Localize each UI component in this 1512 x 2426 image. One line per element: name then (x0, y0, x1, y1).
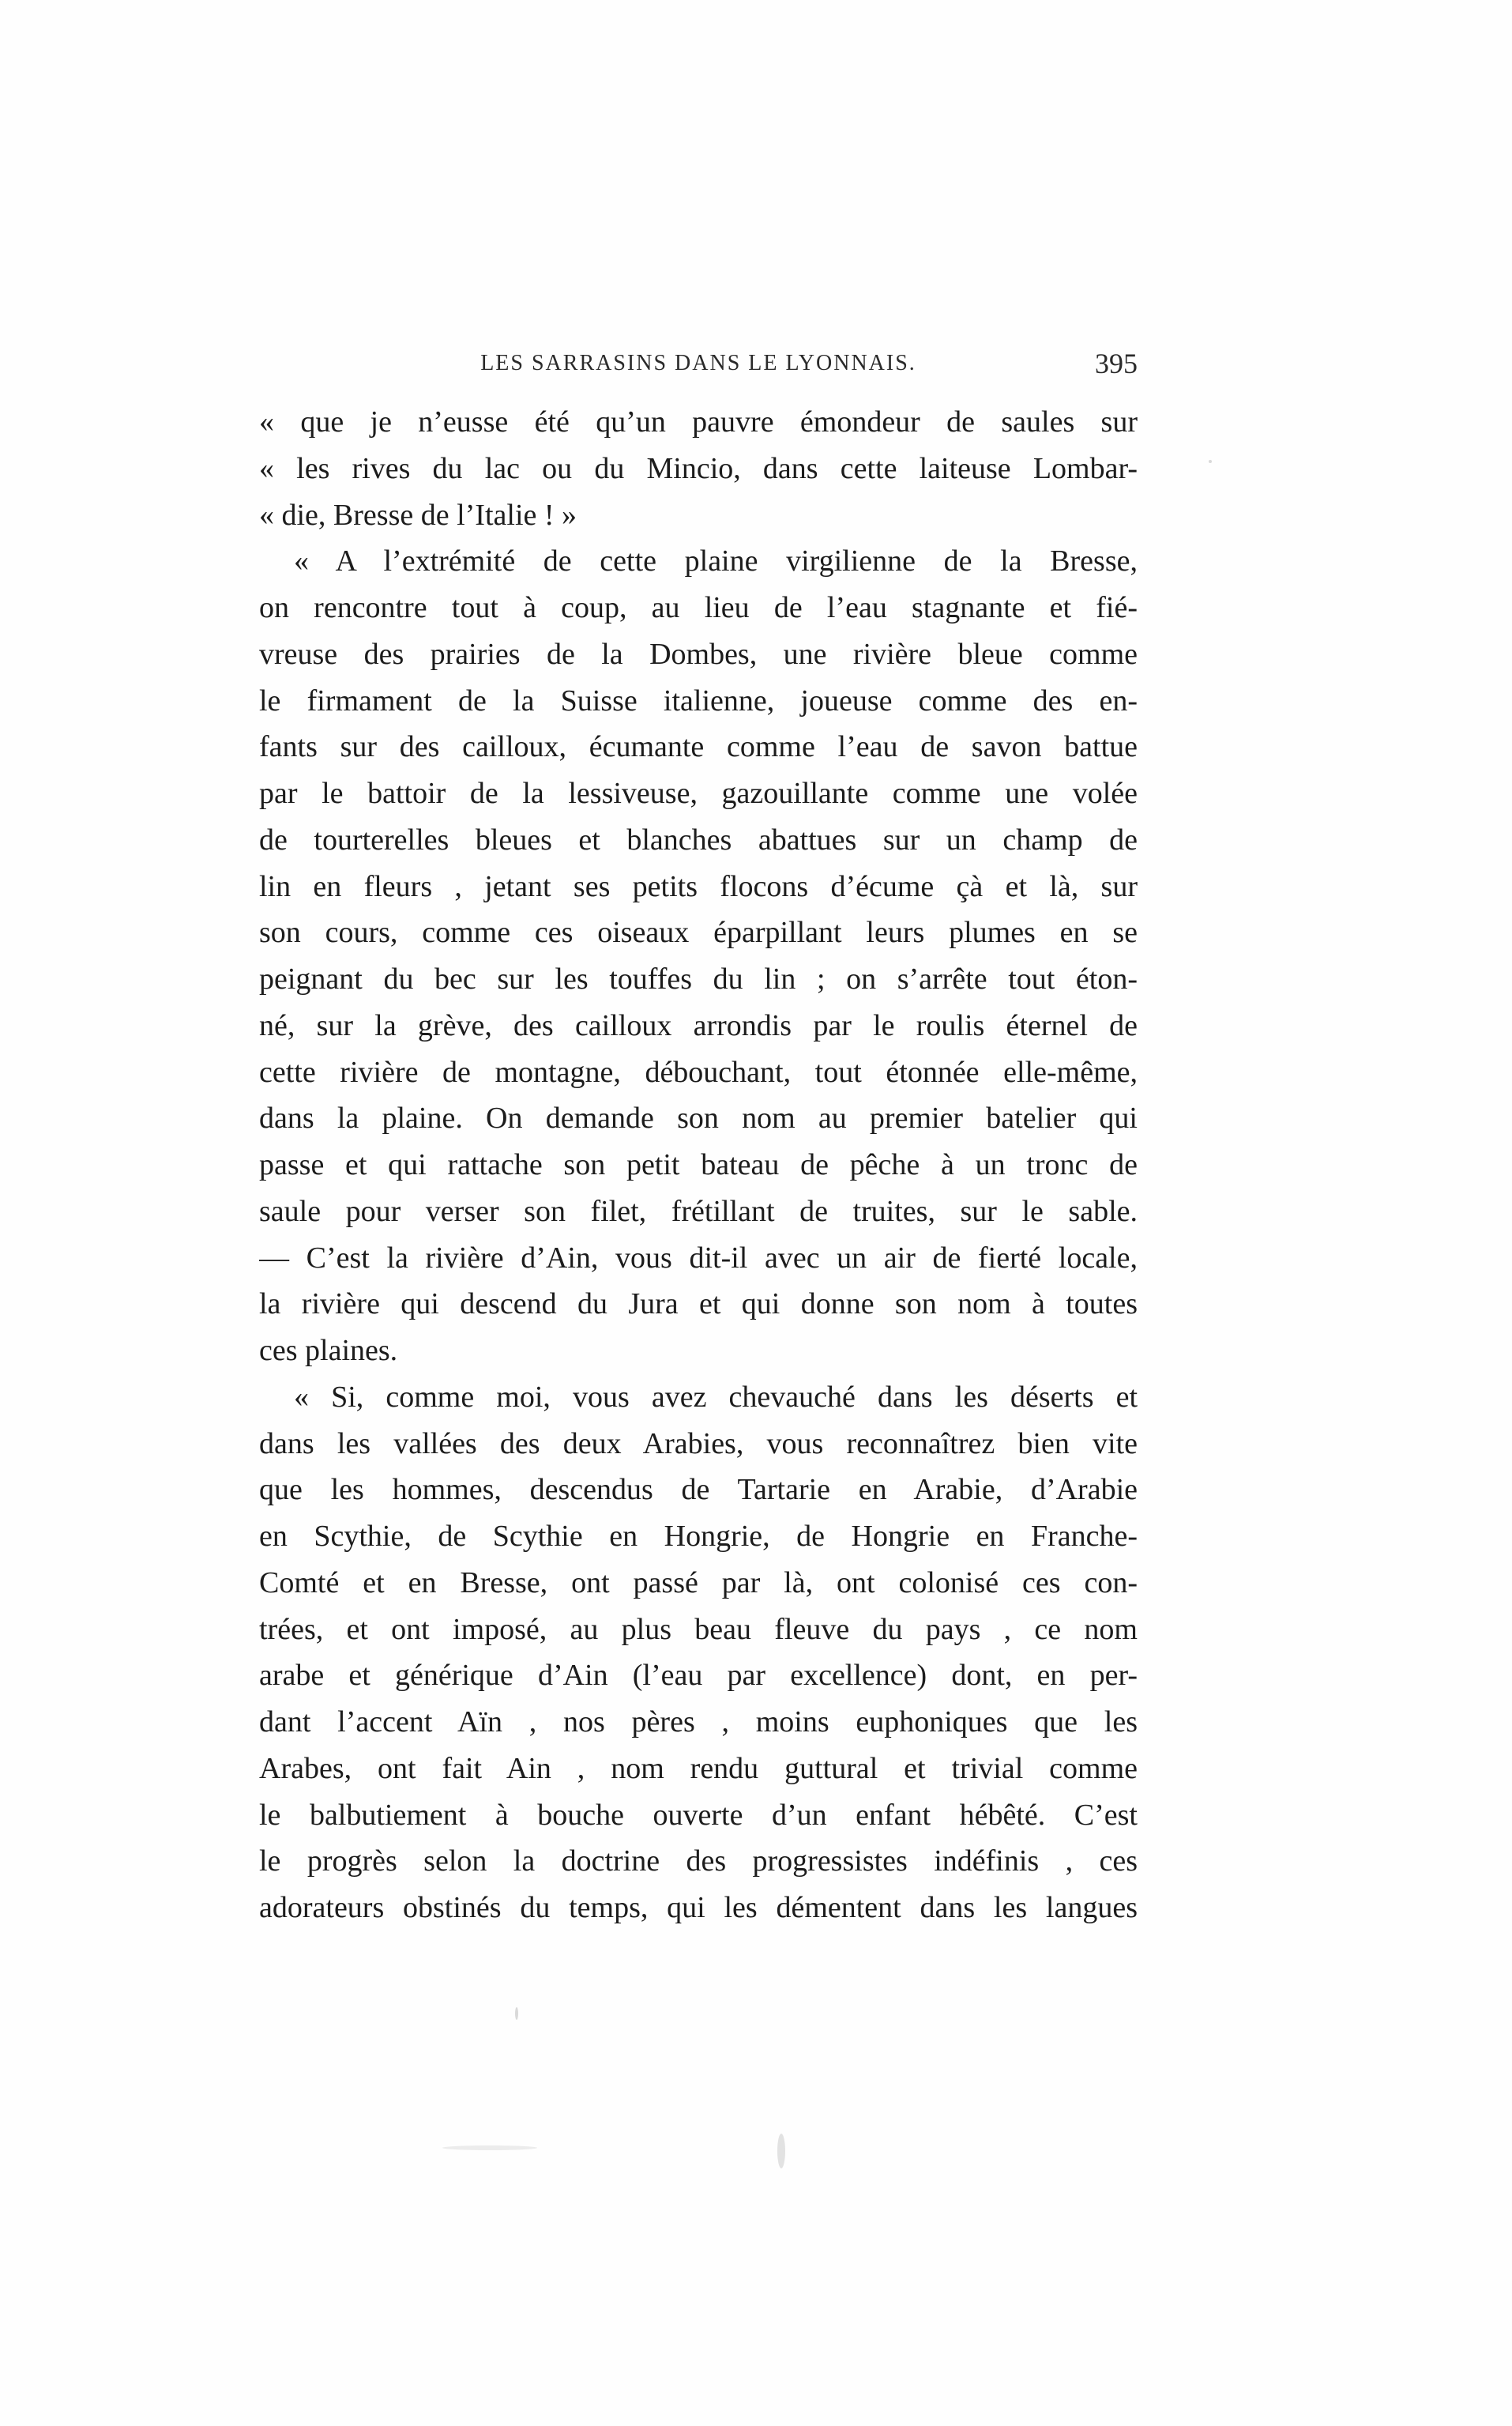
text-line: trées, et ont imposé, au plus beau fleuve du pays , ce nom (259, 1612, 1138, 1646)
text-line: le firmament de la Suisse italienne, joueuse comme des en- (259, 684, 1138, 718)
text-line: Comté et en Bresse, ont passé par là, ont colonisé ces con- (259, 1565, 1138, 1599)
page-number: 395 (1095, 348, 1138, 379)
scan-speck (1209, 460, 1212, 463)
text-line: ces plaines. (259, 1334, 398, 1367)
text-line: par le battoir de la lessiveuse, gazouillante comme une volée (259, 777, 1138, 810)
text-line: « les rives du lac ou du Mincio, dans cette laiteuse Lombar- (259, 451, 1138, 485)
scan-speck (515, 2007, 518, 2020)
text-line: on rencontre tout à coup, au lieu de l’eau stagnante et fié- (259, 591, 1138, 624)
body-text (259, 399, 1138, 1931)
text-line: — C’est la rivière d’Ain, vous dit-il avec un air de fierté locale, (259, 1241, 1138, 1275)
text-line: fants sur des cailloux, écumante comme l’eau de savon battue (259, 730, 1138, 764)
text-line: passe et qui rattache son petit bateau de pêche à un tronc de (259, 1148, 1138, 1181)
text-line: « Si, comme moi, vous avez chevauché dans les déserts et (294, 1380, 1138, 1414)
text-line: en Scythie, de Scythie en Hongrie, de Hongrie en Franche- (259, 1520, 1138, 1553)
scan-speck (777, 2134, 785, 2168)
text-line: de tourterelles bleues et blanches abattues sur un champ de (259, 823, 1138, 857)
scan-speck (442, 2145, 537, 2150)
text-line: cette rivière de montagne, débouchant, tout étonnée elle-même, (259, 1055, 1138, 1089)
text-line: né, sur la grève, des cailloux arrondis par le roulis éternel de (259, 1008, 1138, 1042)
text-line: « que je n’eusse été qu’un pauvre émondeur de saules sur (259, 405, 1138, 439)
text-line: « die, Bresse de l’Italie ! » (259, 498, 577, 532)
text-line: le balbutiement à bouche ouverte d’un enfant hébêté. C’est (259, 1798, 1138, 1832)
text-line: le progrès selon la doctrine des progressistes indéfinis , ces (259, 1844, 1138, 1878)
text-line: que les hommes, descendus de Tartarie en Arabie, d’Arabie (259, 1473, 1138, 1507)
text-line: dans la plaine. On demande son nom au premier batelier qui (259, 1102, 1138, 1136)
text-line: arabe et générique d’Ain (l’eau par excellence) dont, en per- (259, 1659, 1138, 1693)
text-line: dant l’accent Aïn , nos pères , moins euphoniques que les (259, 1705, 1138, 1739)
text-line: « A l’extrémité de cette plaine virgilienne de la Bresse, (294, 544, 1138, 578)
text-line: son cours, comme ces oiseaux éparpillant leurs plumes en se (259, 916, 1138, 950)
text-line: adorateurs obstinés du temps, qui les démentent dans les langues (259, 1891, 1138, 1924)
text-line: Arabes, ont fait Ain , nom rendu guttural et trivial comme (259, 1751, 1138, 1785)
text-line: peignant du bec sur les touffes du lin ; on s’arrête tout éton- (259, 962, 1138, 996)
text-line: vreuse des prairies de la Dombes, une rivière bleue comme (259, 637, 1138, 671)
text-line: la rivière qui descend du Jura et qui donne son nom à toutes (259, 1287, 1138, 1321)
text-line: lin en fleurs , jetant ses petits flocons d’écume çà et là, sur (259, 869, 1138, 903)
running-header (259, 344, 1138, 383)
text-line: saule pour verser son filet, frétillant de truites, sur le sable. (259, 1194, 1138, 1228)
running-title: LES SARRASINS DANS LE LYONNAIS. (480, 351, 916, 375)
text-line: dans les vallées des deux Arabies, vous reconnaîtrez bien vite (259, 1426, 1138, 1460)
